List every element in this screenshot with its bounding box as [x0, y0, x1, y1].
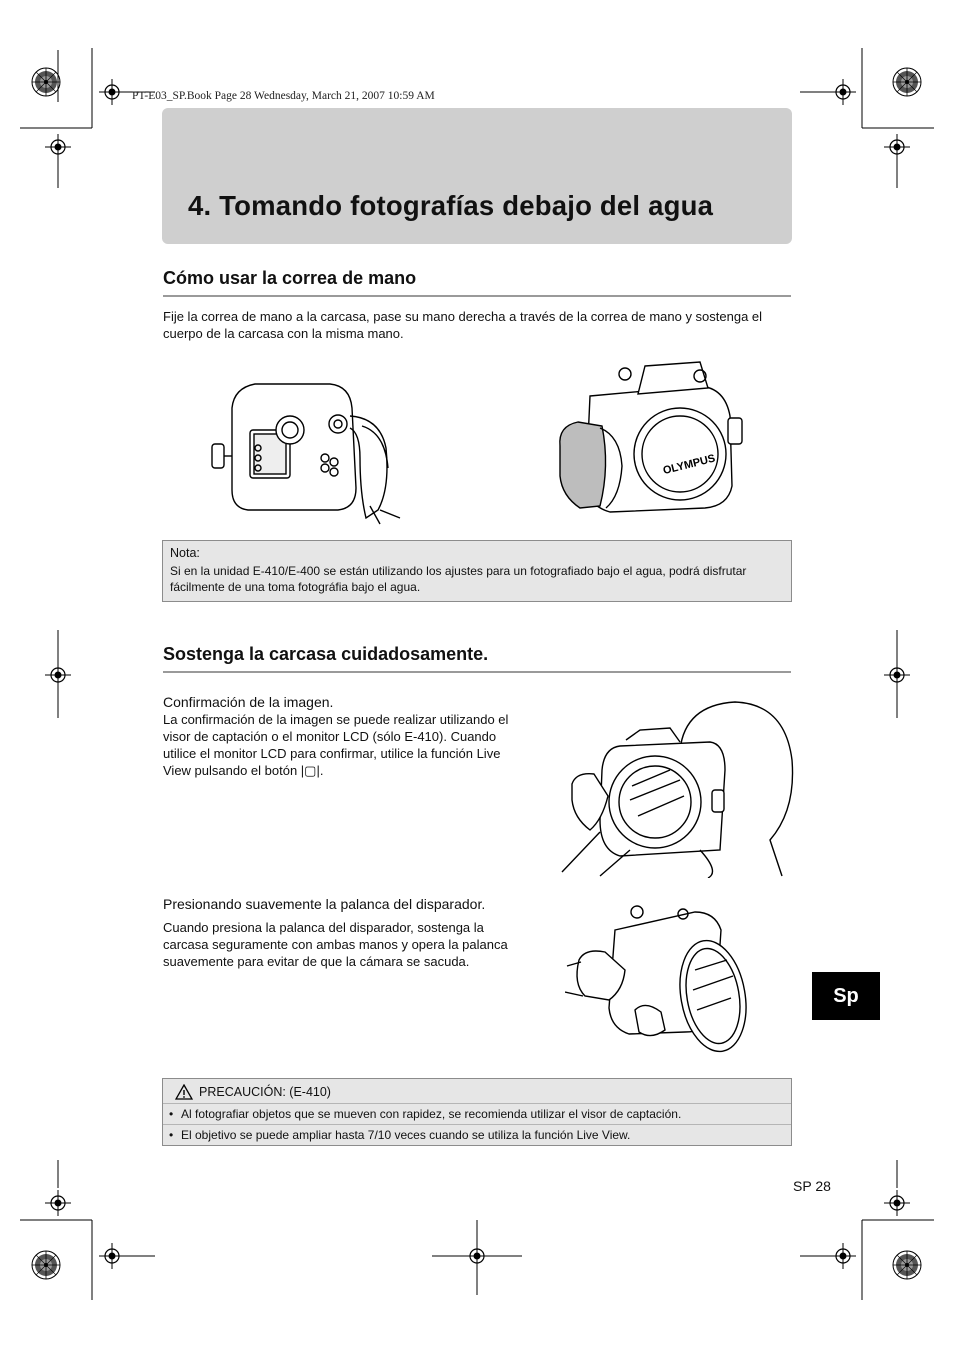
hand-strap-paragraph: Fije la correa de mano a la carcasa, pase su mano derecha a través de la correa de mano y sostenga el cuerpo de la carcasa con la misma mano.	[163, 309, 763, 341]
warning-triangle-icon	[175, 1084, 193, 1100]
image-confirmation-block	[163, 694, 513, 779]
note-label: Nota:	[170, 546, 200, 560]
chapter-banner	[162, 108, 792, 244]
section-heading-hand-strap: Cómo usar la correa de mano	[163, 268, 791, 297]
housing-front-illustration	[550, 356, 755, 528]
language-tab: Sp	[812, 972, 880, 1020]
caution-item: • Al fotografiar objetos que se mueven con rapidez, se recomienda utilizar el visor de captación.	[163, 1103, 791, 1124]
viewfinder-illustration	[560, 700, 800, 878]
shutter-lever-title: Presionando suavemente la palanca del disparador.	[163, 896, 486, 912]
image-confirmation-text: La confirmación de la imagen se puede realizar utilizando el visor de captación o el monitor LCD (sólo E-410). Cuando utilice el monitor LCD para confirmar, utilice la función Live View pulsando el botón |▢|.	[163, 712, 509, 778]
note-text: Si en la unidad E-410/E-400 se están utilizando los ajustes para un fotografiado bajo el agua, podrá disfrutar fácilmente de una toma fotográfia bajo el agua.	[170, 564, 747, 594]
shutter-lever-block	[163, 896, 508, 970]
caution-item: • El objetivo se puede ampliar hasta 7/10 veces cuando se utiliza la función Live View.	[163, 1124, 791, 1145]
note-box	[162, 540, 792, 602]
caution-box	[162, 1078, 792, 1146]
caution-header	[163, 1079, 791, 1103]
section-heading-hold-housing: Sostenga la carcasa cuidadosamente.	[163, 644, 791, 673]
caution-item-text: Al fotografiar objetos que se mueven con rapidez, se recomienda utilizar el visor de captación.	[181, 1107, 682, 1121]
print-header: PT-E03_SP.Book Page 28 Wednesday, March 21, 2007 10:59 AM	[132, 90, 435, 102]
shutter-press-illustration	[565, 900, 780, 1060]
lens-brand-label: OLYMPUS	[661, 452, 717, 478]
caution-label: PRECAUCIÓN: (E-410)	[199, 1085, 331, 1099]
housing-rear-illustration	[210, 378, 410, 526]
page-number: SP 28	[793, 1178, 831, 1194]
chapter-title: 4. Tomando fotografías debajo del agua	[188, 190, 714, 221]
caution-item-text: El objetivo se puede ampliar hasta 7/10 veces cuando se utiliza la función Live View.	[181, 1128, 631, 1142]
shutter-lever-text: Cuando presiona la palanca del disparador, sostenga la carcasa seguramente con ambas manos y opera la palanca suavemente para evitar de que la cámara se sacuda.	[163, 920, 508, 969]
image-confirmation-title: Confirmación de la imagen.	[163, 694, 334, 710]
